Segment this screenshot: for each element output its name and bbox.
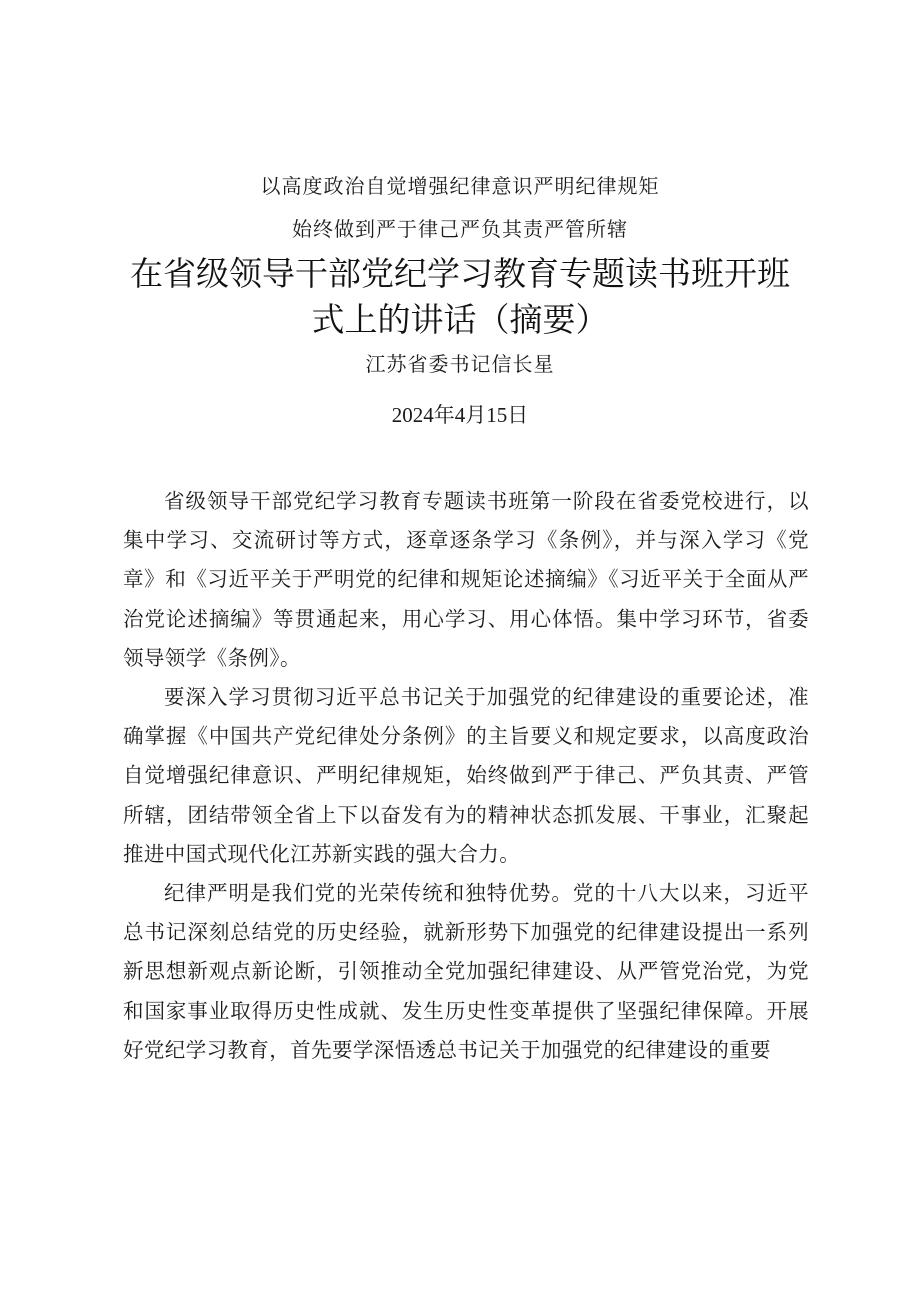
author-line: 江苏省委书记信长星	[365, 352, 555, 376]
title-line-1: 在省级领导干部党纪学习教育专题读书班开班	[130, 254, 790, 293]
paragraph-2: 要深入学习贯彻习近平总书记关于加强党的纪律建设的重要论述，准确掌握《中国共产党纪律处分条例》的主旨要义和规定要求，以高度政治自觉增强纪律意识、严明纪律规矩，始终做到严于律己、严负其责、严管所辖，团结带领全省上下以奋发有为的精神状态抓发展、干事业，汇聚起推进中国式现代化江苏新实践的强大合力。	[123, 685, 809, 866]
paragraph-3: 纪律严明是我们党的光荣传统和独特优势。党的十八大以来，习近平总书记深刻总结党的历史经验，就新形势下加强党的纪律建设提出一系列新思想新观点新论断，引领推动全党加强纪律建设、从严管党治党，为党和国家事业取得历史性成就、发生历史性变革提供了坚强纪律保障。开展好党纪学习教育，首先要学深悟透总书记关于加强党的纪律建设的重要	[123, 881, 809, 1062]
paragraph-1: 省级领导干部党纪学习教育专题读书班第一阶段在省委党校进行，以集中学习、交流研讨等方式，逐章逐条学习《条例》，并与深入学习《党章》和《习近平关于严明党的纪律和规矩论述摘编》《习近平关于全面从严治党论述摘编》等贯通起来，用心学习、用心体悟。集中学习环节，省委领导领学《条例》。	[123, 489, 809, 670]
title-line-2: 式上的讲话（摘要）	[311, 300, 609, 339]
subtitle-line-1: 以高度政治自觉增强纪律意识严明纪律规矩	[260, 174, 660, 198]
subtitle-line-2: 始终做到严于律己严负其责严管所辖	[292, 217, 628, 241]
date-line: 2024年4月15日	[391, 403, 529, 427]
body-text	[123, 482, 809, 1070]
